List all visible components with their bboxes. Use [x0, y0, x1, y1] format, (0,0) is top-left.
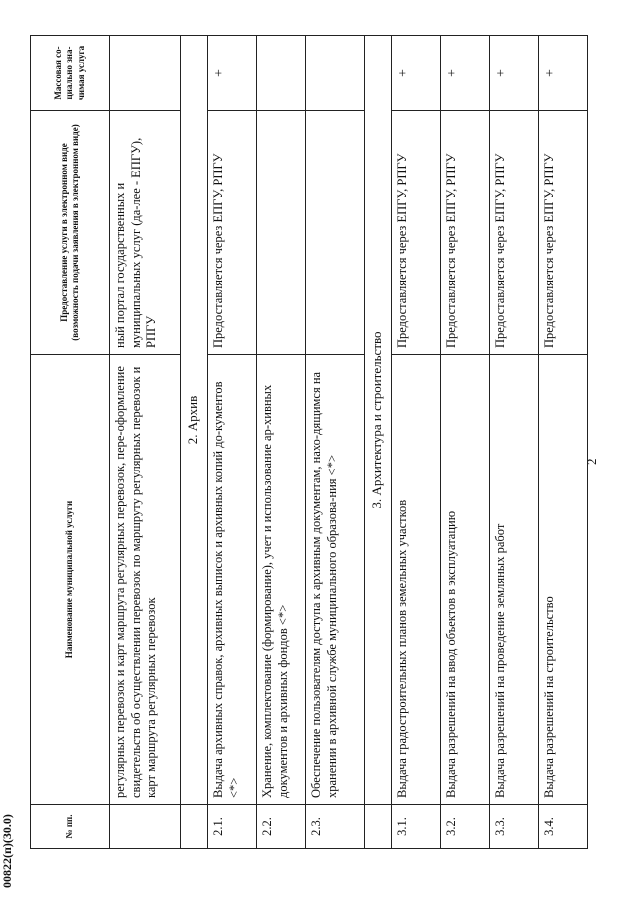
table-row — [110, 36, 181, 849]
cell-name: Выдача разрешений на проведение земляных работ — [490, 355, 539, 805]
table-row — [208, 36, 257, 849]
section-row — [181, 36, 208, 849]
cell-electronic — [306, 111, 365, 355]
cell-num — [365, 805, 392, 849]
cell-mass: + — [441, 36, 490, 111]
table-row — [257, 36, 306, 849]
cell-num: 2.2. — [257, 805, 306, 849]
cell-mass: + — [490, 36, 539, 111]
cell-num — [110, 805, 181, 849]
cell-mass: + — [392, 36, 441, 111]
section-row — [365, 36, 392, 849]
table-row — [539, 36, 588, 849]
cell-mass — [257, 36, 306, 111]
cell-name: Выдача разрешений на строительство — [539, 355, 588, 805]
cell-electronic — [257, 111, 306, 355]
table-row — [441, 36, 490, 849]
cell-mass: + — [539, 36, 588, 111]
cell-mass — [306, 36, 365, 111]
cell-electronic: Предоставляется через ЕПГУ, РПГУ — [539, 111, 588, 355]
cell-name: Выдача градостроительных планов земельных участков — [392, 355, 441, 805]
cell-num: 2.1. — [208, 805, 257, 849]
table-row — [306, 36, 365, 849]
header-name: Наименование муниципальной услуги — [31, 355, 110, 805]
section-title-architecture: 3. Архитектура и строительство — [365, 36, 392, 805]
header-electronic: Предоставление услуги в электронном виде (возможность подачи заявления в электронном виде) — [31, 111, 110, 355]
cell-electronic: Предоставляется через ЕПГУ, РПГУ — [208, 111, 257, 355]
cell-mass — [110, 36, 181, 111]
cell-num: 3.3. — [490, 805, 539, 849]
cell-num: 3.2. — [441, 805, 490, 849]
footer-document-code: 00822(п)(30.0) — [0, 814, 14, 888]
table-row — [490, 36, 539, 849]
header-num: № пп. — [31, 805, 110, 849]
cell-mass: + — [208, 36, 257, 111]
cell-name: Хранение, комплектование (формирование), учет и использование ар-хивных документов и архивных фондов <*> — [257, 355, 306, 805]
table-row — [392, 36, 441, 849]
cell-num: 3.1. — [392, 805, 441, 849]
cell-num — [181, 805, 208, 849]
services-table — [30, 35, 588, 849]
cell-electronic: Предоставляется через ЕПГУ, РПГУ — [392, 111, 441, 355]
cell-num: 2.3. — [306, 805, 365, 849]
cell-num: 3.4. — [539, 805, 588, 849]
header-mass: Массовая со-циально зна-чимая услуга — [31, 36, 110, 111]
cell-name: регулярных перевозок и карт маршрута регулярных перевозок, пере-оформление свидетельств об осуществлении перевозок по маршруту регулярных перевозок и карт маршрута регулярных перевозок — [110, 355, 181, 805]
cell-electronic: Предоставляется через ЕПГУ, РПГУ — [490, 111, 539, 355]
cell-name: Выдача разрешений на ввод объектов в эксплуатацию — [441, 355, 490, 805]
cell-name: Выдача архивных справок, архивных выписок и архивных копий до-кументов <*> — [208, 355, 257, 805]
cell-electronic: Предоставляется через ЕПГУ, РПГУ — [441, 111, 490, 355]
page-number: 2 — [584, 458, 599, 465]
table-header-row — [31, 36, 110, 849]
cell-name: Обеспечение пользователям доступа к архивным документам, нахо-дящимся на хранении в архивной службе муниципального образова-ния <*> — [306, 355, 365, 805]
section-title-archive: 2. Архив — [181, 36, 208, 805]
cell-electronic: ный портал государственных и муниципальных услуг (да-лее - ЕПГУ), РПГУ — [110, 111, 181, 355]
